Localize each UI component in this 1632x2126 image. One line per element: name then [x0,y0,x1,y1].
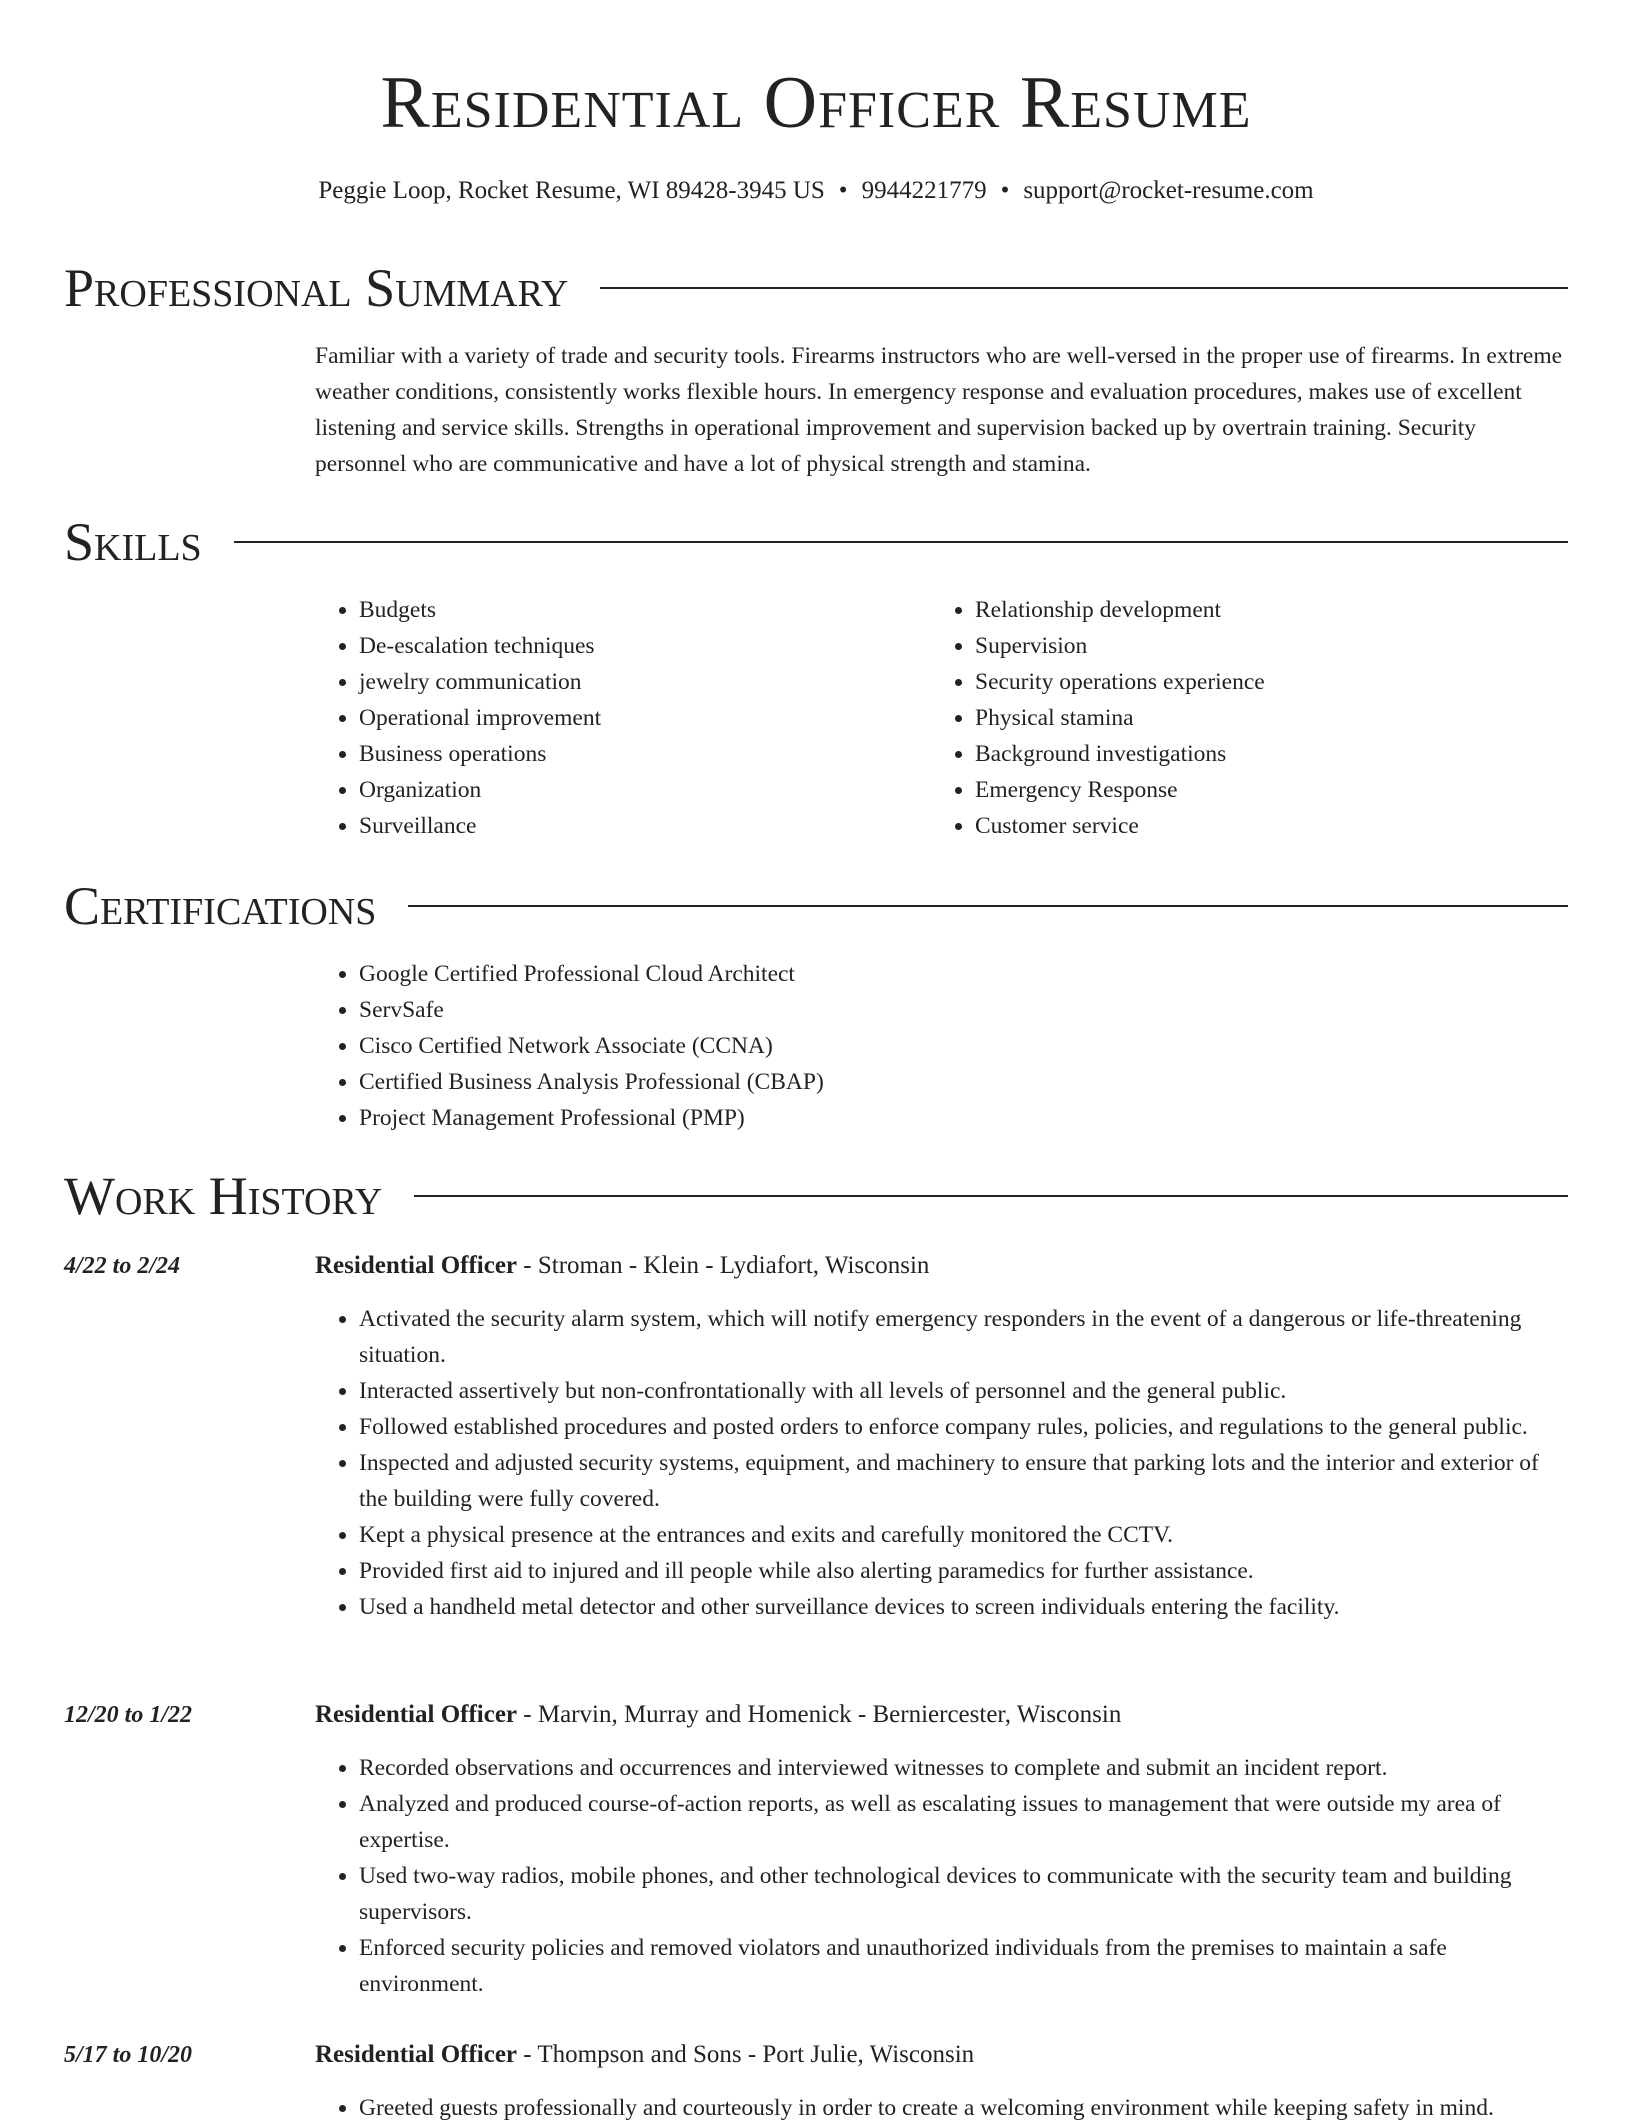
skill-item: • Relationship development [975,592,1511,628]
document-title: Residential Officer Resume [380,62,1252,144]
job-bullet: • Used two-way radios, mobile phones, and other technological devices to communicate with the security team and building supervisors. [359,1858,1565,1930]
section-divider [600,287,1568,289]
contact-address: Peggie Loop, Rocket Resume, WI 89428-3945 US [318,177,825,204]
summary-text: Familiar with a variety of trade and security tools. Firearms instructors who are well-versed in the proper use of firearms. In extreme weather conditions, consistently works flexible hours. In emergency response and evaluation procedures, makes use of excellent listening and service skills. Strengths in operational improvement and supervision backed up by overtrain training. Security personnel who are communicative and have a lot of physical strength and stamina. [315,343,1563,477]
contact-line [0,174,1632,208]
skill-item: • Surveillance [359,808,895,844]
section-work-header [64,1164,1568,1228]
section-heading: Certifications [64,876,377,936]
job-bullets [315,1750,1565,2002]
section-skills-header [64,510,1568,574]
job-bullet: • Provided first aid to injured and ill people while also alerting paramedics for further assistance. [359,1553,1565,1589]
section-summary-header [64,256,1568,320]
section-heading: Work History [64,1166,383,1226]
certification-item: • Google Certified Professional Cloud Architect [359,956,1515,992]
job-bullet: • Recorded observations and occurrences and interviewed witnesses to complete and submit an incident report. [359,1750,1565,1786]
job-bullet: • Enforced security policies and removed violators and unauthorized individuals from the premises to maintain a safe environment. [359,1930,1565,2002]
section-divider [408,905,1568,907]
skill-item: • Physical stamina [975,700,1511,736]
section-divider [414,1195,1568,1197]
skill-item: • Budgets [359,592,895,628]
skill-item: • Customer service [975,808,1511,844]
skill-item: • Security operations experience [975,664,1511,700]
skills-column-left [315,592,895,844]
skills-list-left [315,592,895,844]
skills-list-right [931,592,1511,844]
job-bullet: • Kept a physical presence at the entrances and exits and carefully monitored the CCTV. [359,1517,1565,1553]
contact-separator: • [1000,177,1010,204]
section-certifications-header [64,874,1568,938]
job-bullet-list [315,2090,1565,2126]
job-title: Residential Officer [315,1701,518,1728]
certifications-block [315,956,1515,1136]
job-title-line [315,1697,1121,1733]
section-divider [234,541,1568,543]
skill-item: • Supervision [975,628,1511,664]
job-employer: - Marvin, Murray and Homenick - Berniercester, Wisconsin [517,1701,1122,1728]
section-heading: Skills [64,512,202,572]
skill-item: • Background investigations [975,736,1511,772]
skill-item: • Business operations [359,736,895,772]
contact-separator: • [838,177,848,204]
job-dates: 5/17 to 10/20 [64,2042,193,2068]
job-bullets [315,1301,1565,1625]
job-employer: - Stroman - Klein - Lydiafort, Wisconsin [517,1252,930,1279]
job-bullets [315,2090,1565,2126]
skill-item: • jewelry communication [359,664,895,700]
certifications-list [315,956,1515,1136]
skill-item: • Operational improvement [359,700,895,736]
job-title: Residential Officer [315,2041,518,2068]
job-bullet-list [315,1301,1565,1625]
job-title-line [315,2037,974,2073]
job-bullet: • Interacted assertively but non-confrontationally with all levels of personnel and the general public. [359,1373,1565,1409]
contact-email: support@rocket-resume.com [1023,177,1314,204]
section-heading: Professional Summary [64,258,569,318]
job-bullet: • Activated the security alarm system, which will notify emergency responders in the event of a dangerous or life-threatening situation. [359,1301,1565,1373]
job-bullet: • Greeted guests professionally and courteously in order to create a welcoming environment while keeping safety in mind. [359,2090,1565,2126]
job-bullet-list [315,1750,1565,2002]
certification-item: • Certified Business Analysis Professional (CBAP) [359,1064,1515,1100]
certification-item: • Cisco Certified Network Associate (CCNA) [359,1028,1515,1064]
certification-item: • ServSafe [359,992,1515,1028]
skill-item: • De-escalation techniques [359,628,895,664]
skill-item: • Emergency Response [975,772,1511,808]
contact-phone: 9944221779 [861,177,987,204]
job-employer: - Thompson and Sons - Port Julie, Wisconsin [517,2041,975,2068]
job-bullet: • Used a handheld metal detector and other surveillance devices to screen individuals entering the facility. [359,1589,1565,1625]
job-dates: 12/20 to 1/22 [64,1702,193,1728]
job-title: Residential Officer [315,1252,518,1279]
skills-column-right [931,592,1511,844]
job-dates: 4/22 to 2/24 [64,1253,181,1279]
job-bullet: • Followed established procedures and posted orders to enforce company rules, policies, and regulations to the general public. [359,1409,1565,1445]
certification-item: • Project Management Professional (PMP) [359,1100,1515,1136]
skill-item: • Organization [359,772,895,808]
job-title-line [315,1248,929,1284]
job-bullet: • Analyzed and produced course-of-action reports, as well as escalating issues to management that were outside my area of expertise. [359,1786,1565,1858]
job-bullet: • Inspected and adjusted security systems, equipment, and machinery to ensure that parking lots and the interior and exterior of the building were fully covered. [359,1445,1565,1517]
